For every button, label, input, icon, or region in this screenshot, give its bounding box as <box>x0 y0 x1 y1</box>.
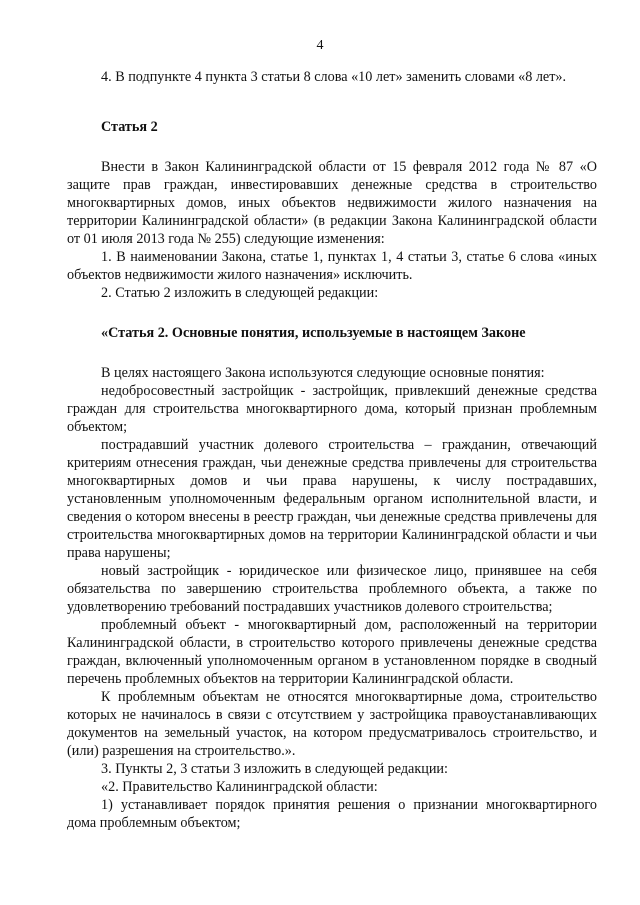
definition-unscrupulous-developer: недобросовестный застройщик - застройщик, привлекший денежные средства граждан для строительства многоквартирного дома, который признан проблемным объектом; <box>67 383 597 435</box>
amendment-point-4: 4. В подпункте 4 пункта 3 статьи 8 слова «10 лет» заменить словами «8 лет». <box>101 69 567 85</box>
spacer <box>67 302 597 324</box>
item-2: 2. Статью 2 изложить в следующей редакции: <box>101 285 379 301</box>
definition-exclusion: К проблемным объектам не относятся многоквартирные дома, строительство которых не начиналось в связи с отсутствием у застройщика правоустанавливающих документов на земельный участок, на котором предусматривалось строительство, и (или) разрешения на строительство.». <box>67 689 597 759</box>
document-body <box>67 68 597 832</box>
definition-affected-participant: пострадавший участник долевого строительства – гражданин, отвечающий критериям отнесения граждан, чьи денежные средства привлечены для строительства многоквартирных домов и чьи права нарушены, к числу пострадавших, установленным уполномоченным федеральным органом исполнительной власти, и сведения о котором внесены в реестр граждан, чьи денежные средства привлечены для строительства многоквартирных домов на территории Калининградской области и чьи права нарушены; <box>67 437 597 561</box>
item-1: 1. В наименовании Закона, статье 1, пунктах 1, 4 статьи 3, статье 6 слова «иных объектов недвижимости жилого назначения» исключить. <box>67 249 597 283</box>
definition-new-developer: новый застройщик - юридическое или физическое лицо, принявшее на себя обязательства по завершению строительства проблемного объекта, а также по удовлетворению требований пострадавших участников долевого строительства; <box>67 563 597 615</box>
spacer <box>67 136 597 158</box>
quote-start: «2. Правительство Калининградской области: <box>101 779 378 795</box>
sub-item-1: 1) устанавливает порядок принятия решения о признании многоквартирного дома проблемным объектом; <box>67 797 597 831</box>
new-article-title: «Статья 2. Основные понятия, используемые в настоящем Законе <box>101 325 526 341</box>
item-3: 3. Пункты 2, 3 статьи 3 изложить в следующей редакции: <box>101 761 448 777</box>
spacer <box>67 342 597 364</box>
article-2-heading: Статья 2 <box>101 119 158 135</box>
definitions-intro: В целях настоящего Закона используются следующие основные понятия: <box>101 365 545 381</box>
intro-paragraph: Внести в Закон Калининградской области от 15 февраля 2012 года № 87 «О защите прав граждан, инвестировавших денежные средства в строительство многоквартирных домов, иных объектов недвижимости жилого назначения на территории Калининградской области» (в редакции Закона Калининградской области от 01 июля 2013 года № 255) следующие изменения: <box>67 159 597 247</box>
definition-problem-object: проблемный объект - многоквартирный дом, расположенный на территории Калининградской области, в строительство которого привлечены денежные средства граждан, включенный уполномоченным органом в установленном порядке в сводный перечень проблемных объектов на территории Калининградской области. <box>67 617 597 687</box>
spacer <box>67 86 597 118</box>
page-number: 4 <box>316 38 324 53</box>
